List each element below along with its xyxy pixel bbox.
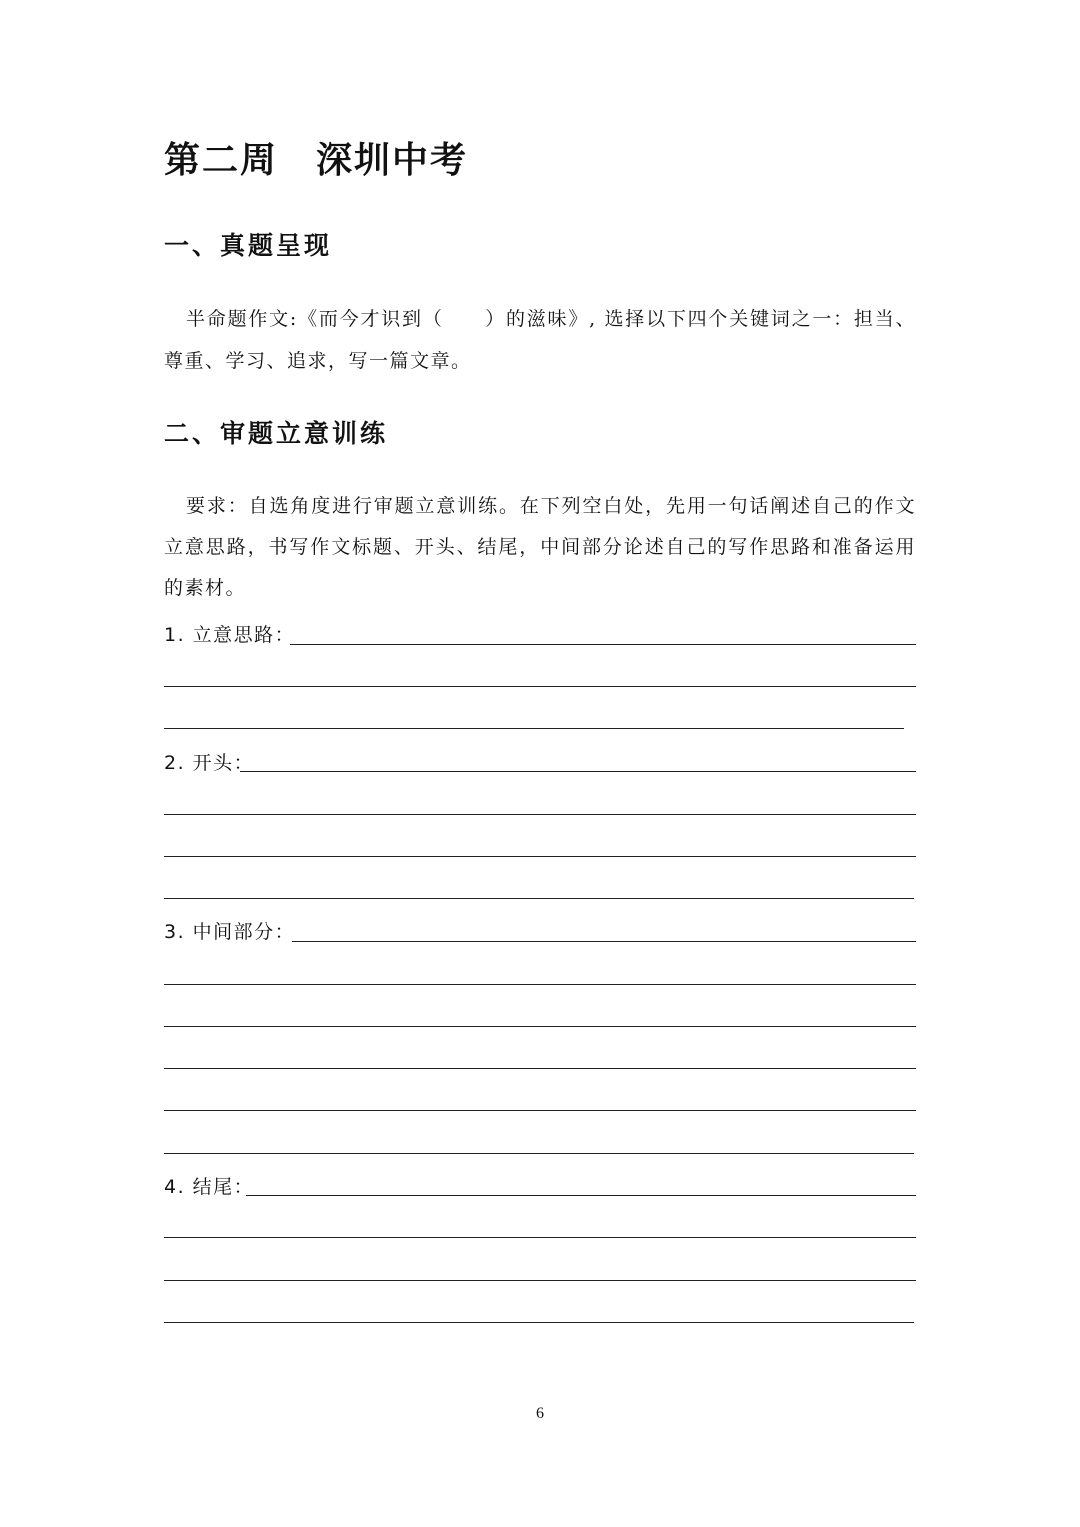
ending-label: 4. 结尾： <box>164 1176 255 1198</box>
opening-answer-line-2[interactable] <box>164 814 916 815</box>
middle-answer-line-5[interactable] <box>164 1110 916 1111</box>
opening-label: 2. 开头： <box>164 752 255 774</box>
essay-prompt: 半命题作文:《而今才识到（ ）的滋味》, 选择以下四个关键词之一：担当、尊重、学习、追求，写一篇文章。 <box>164 308 916 372</box>
ending-answer-line-2[interactable] <box>164 1237 916 1238</box>
idea-answer-line-1[interactable] <box>290 644 916 645</box>
middle-answer-line-4[interactable] <box>164 1068 916 1069</box>
section-heading-real-question: 一、真题呈现 <box>164 231 333 260</box>
ending-answer-line-1[interactable] <box>246 1195 916 1196</box>
ending-answer-line-4[interactable] <box>164 1322 914 1323</box>
page-number: 6 <box>536 1405 544 1422</box>
ending-answer-line-3[interactable] <box>164 1280 916 1281</box>
middle-answer-line-3[interactable] <box>164 1026 916 1027</box>
training-requirement: 要求：自选角度进行审题立意训练。在下列空白处，先用一句话阐述自己的作文立意思路，书写作文标题、开头、结尾，中间部分论述自己的写作思路和准备运用的素材。 <box>164 495 916 599</box>
middle-label: 3. 中间部分： <box>164 921 296 943</box>
idea-answer-line-3[interactable] <box>164 728 904 729</box>
page-title: 第二周 深圳中考 <box>164 139 469 181</box>
middle-answer-line-1[interactable] <box>292 941 916 942</box>
opening-answer-line-3[interactable] <box>164 856 916 857</box>
opening-answer-line-1[interactable] <box>240 771 916 772</box>
idea-label: 1. 立意思路： <box>164 624 296 646</box>
middle-answer-line-2[interactable] <box>164 984 916 985</box>
section-heading-topic-training: 二、审题立意训练 <box>164 419 389 448</box>
middle-answer-line-6[interactable] <box>164 1153 914 1154</box>
idea-answer-line-2[interactable] <box>164 686 916 687</box>
opening-answer-line-4[interactable] <box>164 898 914 899</box>
